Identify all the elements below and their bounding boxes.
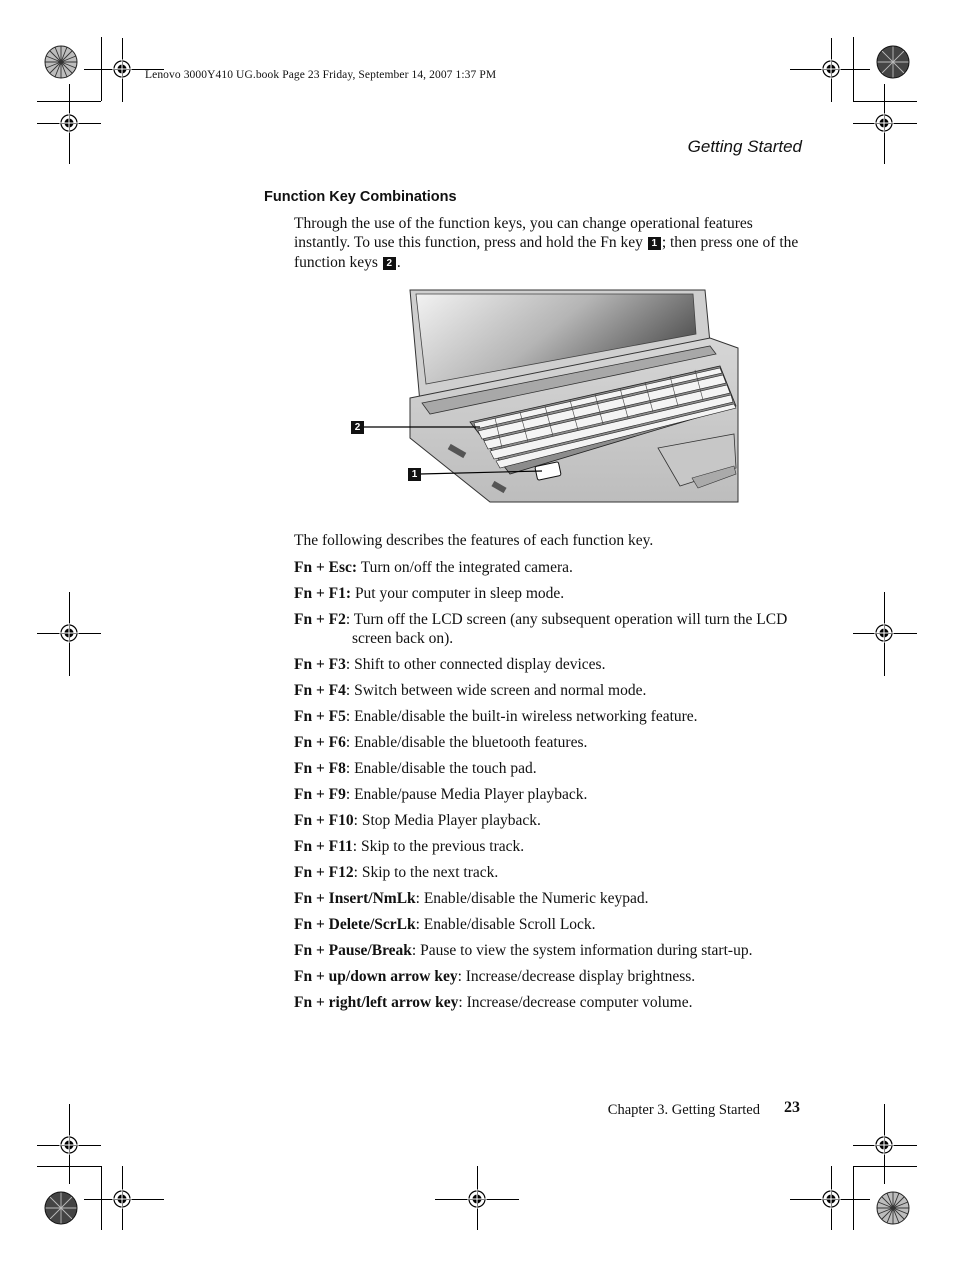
function-key-item [294,733,806,752]
function-key-item [294,707,806,726]
registration-target-icon [59,623,79,643]
function-key-item [294,785,806,804]
function-key-description: The following describes the features of each function key. [294,532,654,549]
function-key-combo: Fn + F11 [294,838,353,856]
function-key-combo: Fn + F8 [294,760,346,778]
function-key-combo: Fn + F10 [294,812,354,830]
function-key-combo: Fn + F3 [294,656,346,674]
intro-text-end: . [396,253,401,271]
print-slug: Lenovo 3000Y410 UG.book Page 23 Friday, September 14, 2007 1:37 PM [145,69,497,81]
function-key-effect: : Skip to the previous track. [352,838,525,856]
registration-target-icon [59,1135,79,1155]
function-key-item [294,941,806,960]
function-key-effect: : Enable/disable the Numeric keypad. [415,890,649,908]
function-key-item [294,993,806,1012]
function-key-combo: Fn + F2 [294,610,346,628]
registration-target-icon [112,1189,132,1209]
function-key-combo: Fn + up/down arrow key [294,968,458,986]
function-key-effect: : Turn off the LCD screen (any subsequent operation will turn the LCD screen back on). [345,610,788,648]
registration-target-icon [874,623,894,643]
function-key-item [294,889,806,908]
function-key-combo: Fn + Delete/ScrLk [294,916,416,934]
function-key-combo: Fn + F5 [294,708,346,726]
function-key-effect: : Enable/disable Scroll Lock. [415,916,596,934]
function-key-effect: : Stop Media Player playback. [353,812,541,830]
function-key-item [294,759,806,778]
registration-target-icon [821,1189,841,1209]
function-key-effect: : Enable/disable the built-in wireless networking feature. [345,708,698,726]
function-key-effect: : Enable/disable the bluetooth features. [345,734,588,752]
registration-target-icon [59,113,79,133]
function-key-combo: Fn + Esc: [294,559,358,576]
registration-target-icon [821,59,841,79]
function-key-list [294,558,806,1019]
function-key-item [294,915,806,934]
function-key-effect: : Enable/pause Media Player playback. [345,786,588,804]
function-key-item [294,967,806,986]
laptop-keyboard-figure [350,288,740,504]
color-rosette-icon [44,45,78,79]
function-key-item [294,811,806,830]
figure-callout-2-badge: 2 [351,421,364,434]
function-key-effect: : Increase/decrease computer volume. [458,994,693,1012]
function-key-combo: Fn + F6 [294,734,346,752]
function-key-combo: Fn + right/left arrow key [294,994,459,1012]
function-key-effect: Put your computer in sleep mode. [351,584,565,602]
function-key-item [294,655,806,674]
function-key-effect: : Increase/decrease display brightness. [457,968,696,986]
section-title: Function Key Combinations [264,189,457,205]
footer-chapter: Chapter 3. Getting Started [607,1102,760,1118]
callout-1-badge: 1 [648,237,661,250]
color-rosette-icon [876,45,910,79]
function-key-combo: Fn + F9 [294,786,346,804]
intro-paragraph [294,214,806,272]
function-key-item [294,863,806,882]
page-number: 23 [784,1099,800,1116]
function-key-combo: Fn + F12 [294,864,354,882]
intro-text-start: Through the use of the function keys, you can change operational features instantly. To use this function, press and hold the Fn key [294,215,753,252]
function-key-combo: Fn + Insert/NmLk [294,890,416,908]
function-key-effect: : Switch between wide screen and normal mode. [345,682,647,700]
registration-target-icon [874,1135,894,1155]
registration-target-icon [467,1189,487,1209]
registration-target-icon [112,59,132,79]
function-key-effect: : Skip to the next track. [353,864,499,882]
function-key-effect: Turn on/off the integrated camera. [357,559,573,576]
function-key-effect: : Shift to other connected display devices. [345,656,606,674]
function-key-effect: : Pause to view the system information during start-up. [411,942,753,960]
function-key-combo: Fn + F4 [294,682,346,700]
color-rosette-icon [44,1191,78,1225]
function-key-effect: : Enable/disable the touch pad. [345,760,537,778]
running-head: Getting Started [687,137,802,156]
color-rosette-icon [876,1191,910,1225]
function-key-item [294,584,806,603]
intro-text-middle: ; then press one of the function keys [294,234,799,271]
registration-target-icon [874,113,894,133]
function-key-item [294,610,806,649]
function-key-item [294,558,806,577]
function-key-combo: Fn + F1: [294,584,352,602]
figure-callout-1-badge: 1 [408,468,421,481]
callout-2-badge: 2 [383,257,396,270]
function-key-combo: Fn + Pause/Break [294,942,412,960]
function-key-item [294,681,806,700]
function-key-item [294,837,806,856]
